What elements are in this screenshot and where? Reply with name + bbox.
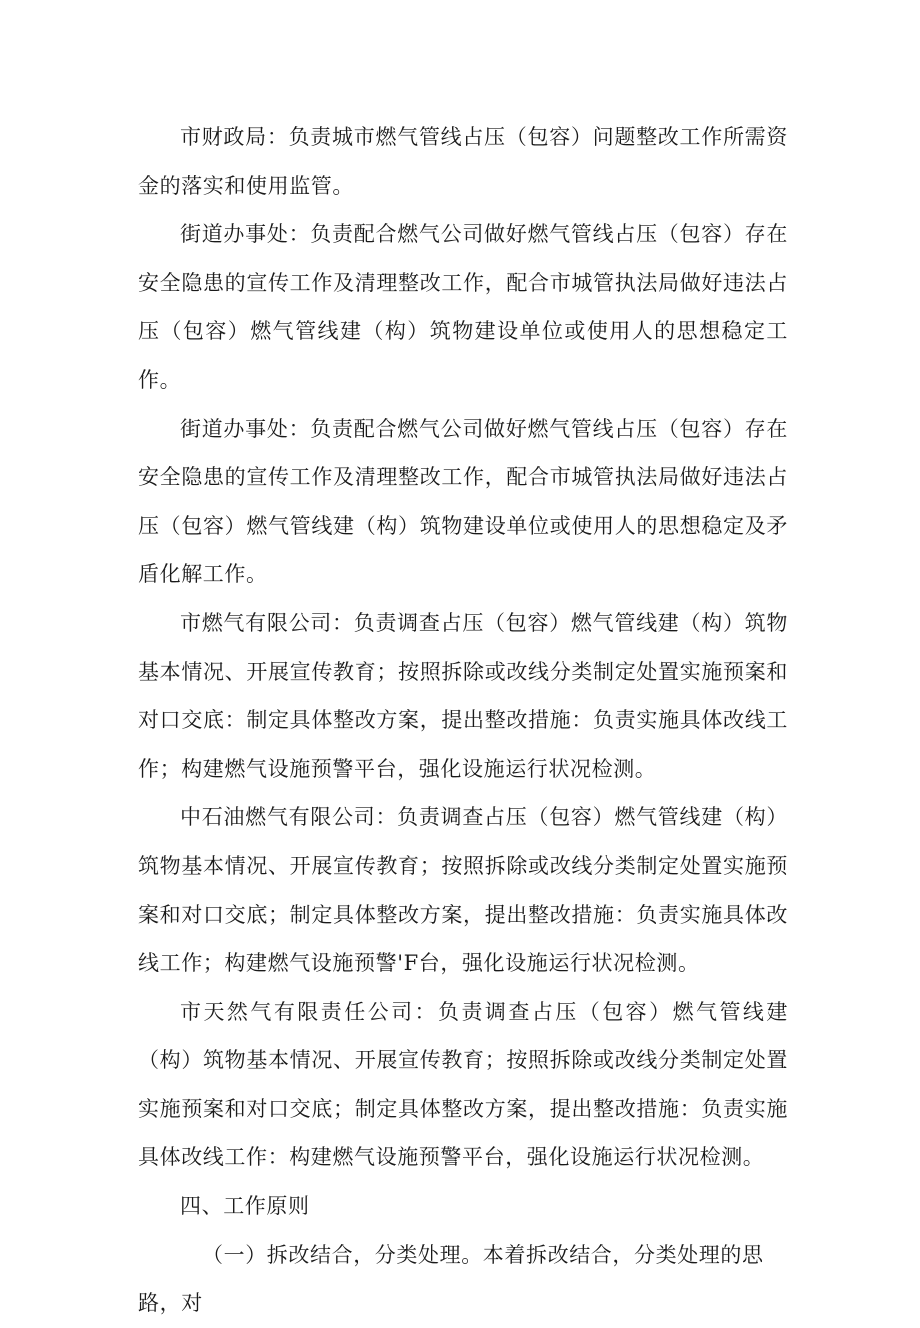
paragraph-finance-bureau: 市财政局：负责城市燃气管线占压（包容）问题整改工作所需资金的落实和使用监管。 bbox=[138, 125, 788, 198]
section-heading: 四、工作原则 bbox=[180, 1194, 310, 1219]
paragraph-petrochina-gas-company: 中石油燃气有限公司：负责调查占压（包容）燃气管线建（构）筑物基本情况、开展宣传教育；按照拆除或改线分类制定处置实施预案和对口交底；制定具体整改方案，提出整改措施：负责实施具体改线工作；构建燃气设施预警'F台，强化设施运行状况检测。 bbox=[138, 805, 788, 976]
subsection-paragraph: （一）拆改结合，分类处理。本着拆改结合，分类处理的思路，对 bbox=[138, 1242, 764, 1316]
paragraph-natural-gas-company: 市天然气有限责任公司：负责调查占压（包容）燃气管线建（构）筑物基本情况、开展宣传教育；按照拆除或改线分类制定处置实施预案和对口交底；制定具体整改方案，提出整改措施：负责实施具体改线工作：构建燃气设施预警平台，强化设施运行状况检测。 bbox=[138, 999, 788, 1170]
paragraph-street-office-1: 街道办事处：负责配合燃气公司做好燃气管线占压（包容）存在安全隐患的宣传工作及清理整改工作，配合市城管执法局做好违法占压（包容）燃气管线建（构）筑物建设单位或使用人的思想稳定工作。 bbox=[138, 222, 788, 392]
paragraph-city-gas-company: 市燃气有限公司：负责调查占压（包容）燃气管线建（构）筑物基本情况、开展宣传教育；按照拆除或改线分类制定处置实施预案和对口交底：制定具体整改方案，提出整改措施：负责实施具体改线工作；构建燃气设施预警平台，强化设施运行状况检测。 bbox=[138, 610, 788, 781]
paragraph-street-office-2: 街道办事处：负责配合燃气公司做好燃气管线占压（包容）存在安全隐患的宣传工作及清理整改工作，配合市城管执法局做好违法占压（包容）燃气管线建（构）筑物建设单位或使用人的思想稳定及矛盾化解工作。 bbox=[138, 416, 788, 587]
document-body bbox=[138, 113, 788, 1328]
